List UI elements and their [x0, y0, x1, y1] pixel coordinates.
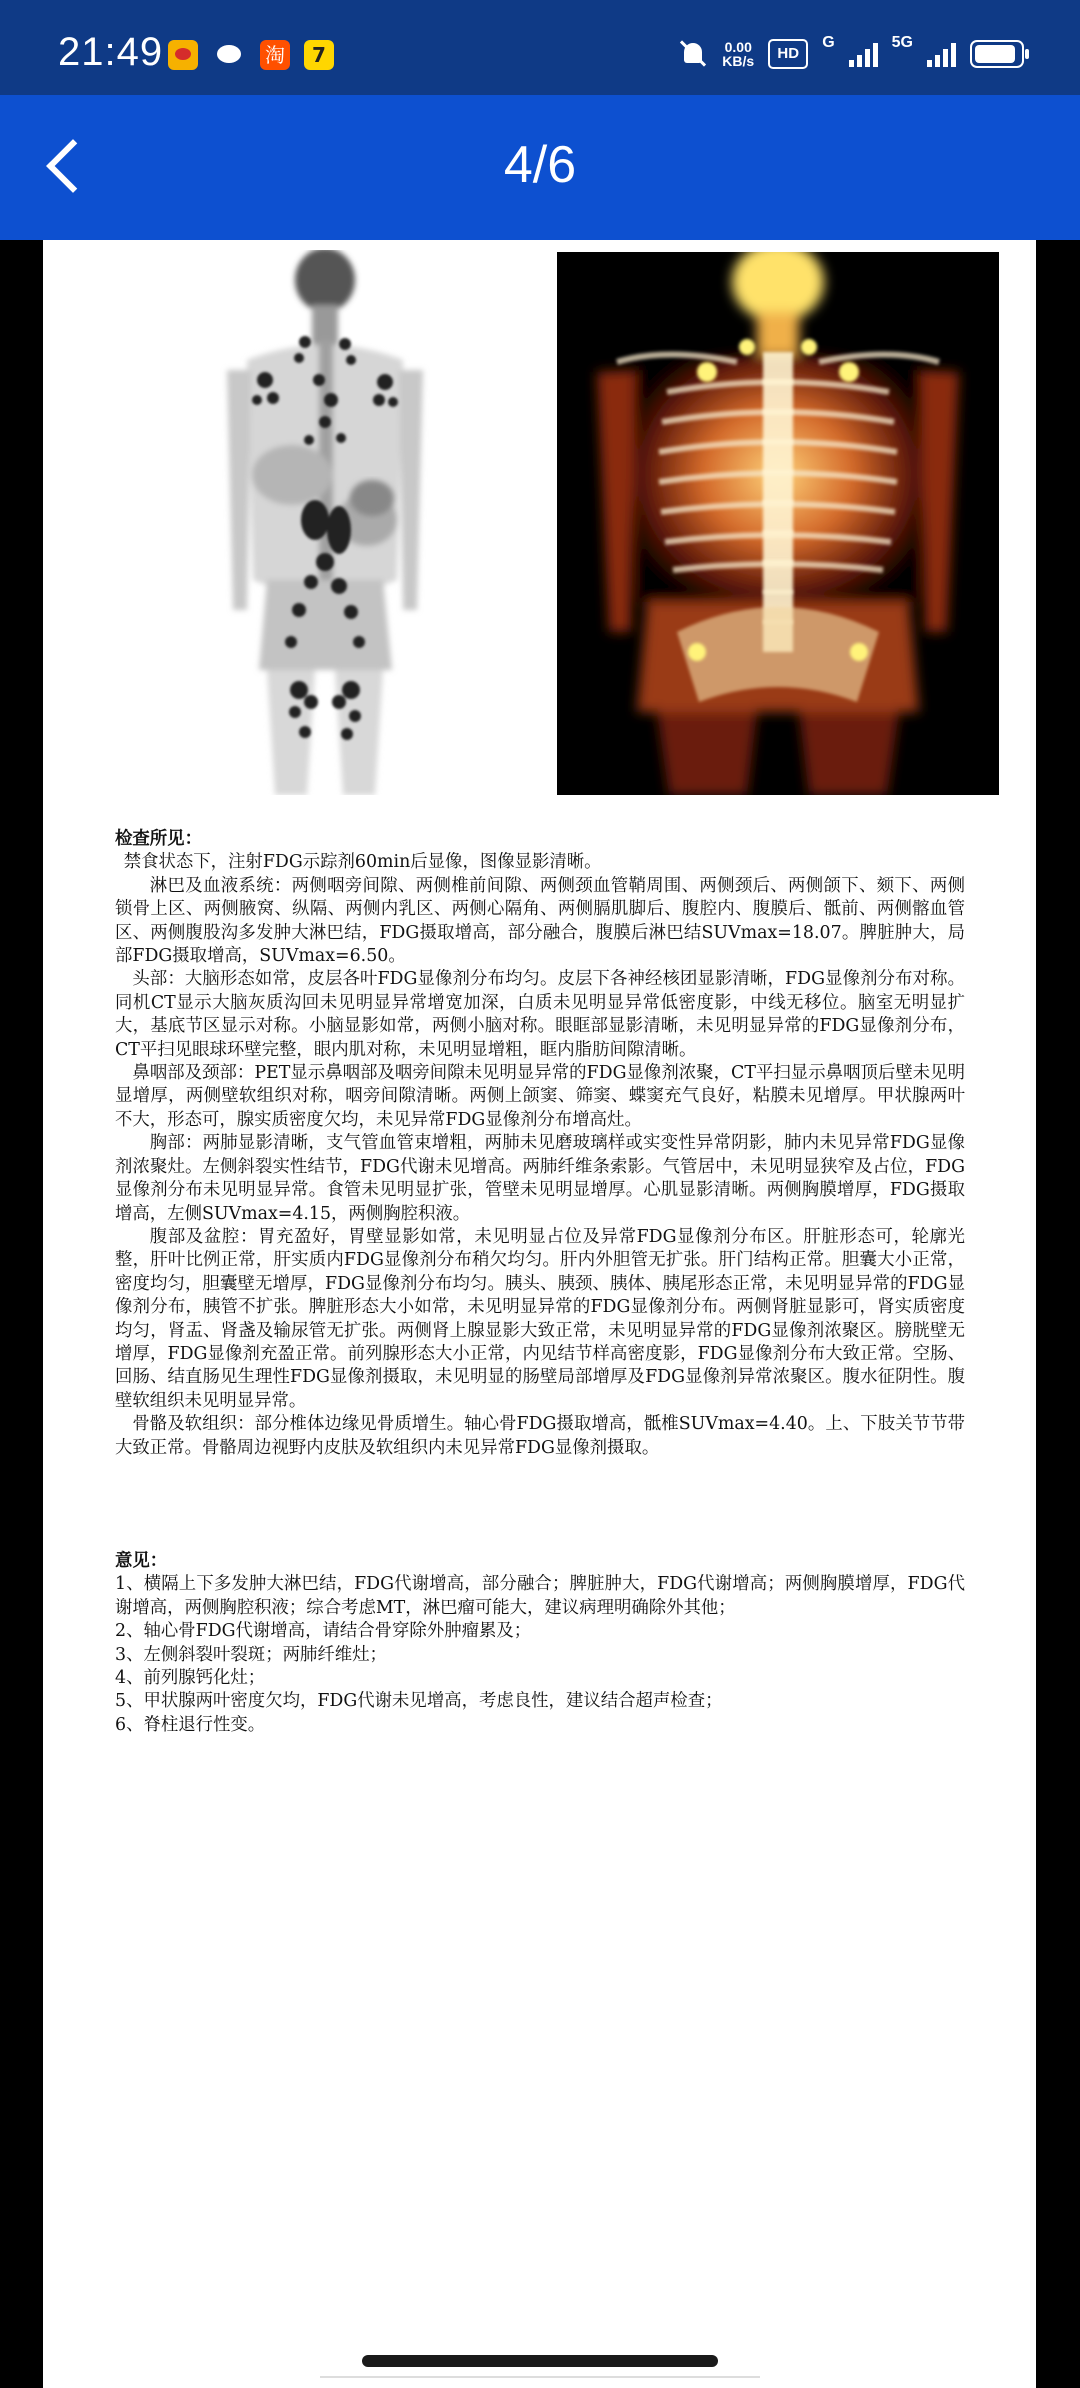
- network-type-label-1: G: [822, 34, 835, 51]
- report-spacer: [115, 1460, 965, 1550]
- opinion-item: 4、前列腺钙化灶；: [115, 1668, 266, 1688]
- findings-paragraph: 腹部及盆腔：胃充盈好，胃壁显影如常，未见明显占位及异常FDG显像剂分布区。肝脏形态可，轮廓光整，肝叶比例正常，肝实质内FDG显像剂分布稍欠均匀。肝内外胆管无扩张。肝门结构正常。胆囊大小正常，密度均匀，胆囊壁无增厚，FDG显像剂分布均匀。胰头、胰颈、胰体、胰尾形态正常，未见明显异常的FDG显像剂分布，胰管不扩张。脾脏形态大小如常，未见明显异常的FDG显像剂分布。两侧肾脏显影可，肾实质密度均匀，肾盂、肾盏及输尿管无扩张。两侧肾上腺显影大致正常，未见明显异常的FDG显像剂浓聚区。膀胱壁无增厚，FDG显像剂充盈正常。前列腺形态大小正常，内见结节样高密度影，FDG显像剂分布大致正常。空肠、回肠、结直肠见生理性FDG显像剂摄取，未见明显的肠壁局部增厚及FDG显像剂异常浓聚区。腹水征阴性。腹壁软组织未见明显异常。: [115, 1226, 965, 1411]
- findings-title: 检查所见：: [115, 829, 202, 849]
- page-bottom-line: [320, 2376, 760, 2378]
- app-seven-icon: 7: [304, 40, 334, 70]
- app-header: [0, 95, 1080, 240]
- findings-paragraph: 鼻咽部及颈部：PET显示鼻咽部及咽旁间隙未见明显异常的FDG显像剂浓聚，CT平扫显示鼻咽顶后壁未见明显增厚，两侧壁软组织对称，咽旁间隙清晰。两侧上颌窦、筛窦、蝶窦充气良好，粘膜未见增厚。甲状腺两叶不大，形态可，腺实质密度欠均，未见异常FDG显像剂分布增高灶。: [115, 1063, 965, 1130]
- network-speed-value: 0.00: [724, 39, 752, 55]
- pet-mip-image: [207, 250, 443, 795]
- status-right-group: [678, 34, 1024, 74]
- battery-icon: [970, 40, 1024, 68]
- signal-icon-2: [927, 41, 956, 67]
- findings-paragraph: 骨骼及软组织：部分椎体边缘见骨质增生。轴心骨FDG摄取增高，骶椎SUVmax=4.40。上、下肢关节节带大致正常。骨骼周边视野内皮肤及软组织内未见异常FDG显像剂摄取。: [115, 1414, 965, 1458]
- findings-paragraph: 淋巴及血液系统：两侧咽旁间隙、两侧椎前间隙、两侧颈血管鞘周围、两侧颈后、两侧颌下、颏下、两侧锁骨上区、两侧腋窝、纵隔、两侧内乳区、两侧心隔角、两侧膈肌脚后、腹腔内、腹膜后、骶前、两侧髂血管区、两侧腹股沟多发肿大淋巴结，FDG摄取增高，部分融合，腹膜后淋巴结SUVmax=18.07。脾脏肿大，局部FDG摄取增高，SUVmax=6.50。: [115, 875, 965, 967]
- opinion-item: 2、轴心骨FDG代谢增高，请结合骨穿除外肿瘤累及；: [115, 1621, 532, 1642]
- weibo-icon: [168, 40, 198, 70]
- network-type-label-2: 5G: [891, 34, 913, 51]
- report-text: [115, 828, 965, 1737]
- opinion-title: 意见：: [115, 1550, 168, 1571]
- opinion-item: 6、脊柱退行性变。: [115, 1714, 266, 1735]
- findings-paragraph: 禁食状态下，注射FDG示踪剂60min后显像，图像显影清晰。: [123, 852, 602, 873]
- network-speed-unit: KB/s: [722, 53, 755, 69]
- opinion-item: 3、左侧斜裂叶裂斑；两肺纤维灶；: [115, 1644, 387, 1665]
- status-bar: [0, 0, 1080, 95]
- pet-ct-fusion-image: [557, 252, 999, 795]
- taobao-icon: 淘: [260, 40, 290, 70]
- message-icon: [214, 40, 244, 70]
- opinion-item: 1、横隔上下多发肿大淋巴结，FDG代谢增高，部分融合；脾脏肿大，FDG代谢增高；两侧胸膜增厚，FDG代谢增高，两侧胸腔积液；综合考虑MT，淋巴瘤可能大，建议病理明确除外其他；: [115, 1574, 965, 1618]
- document-page[interactable]: [43, 240, 1036, 2388]
- hd-icon: HD: [768, 39, 808, 69]
- signal-icon-1: [849, 41, 878, 67]
- findings-paragraph: 胸部：两肺显影清晰，支气管血管束增粗，两肺未见磨玻璃样或实变性异常阴影，肺内未见异常FDG显像剂浓聚灶。左侧斜裂实性结节，FDG代谢未见增高。两肺纤维条索影。气管居中，未见明显狭窄及占位，FDG显像剂分布未见明显异常。食管未见明显扩张，管壁未见明显增厚。心肌显影清晰。两侧胸膜增厚，FDG摄取增高，左侧SUVmax=4.15，两侧胸腔积液。: [115, 1133, 965, 1224]
- opinion-item: 5、甲状腺两叶密度欠均，FDG代谢未见增高，考虑良性，建议结合超声检查；: [115, 1691, 723, 1712]
- mute-bell-icon: [678, 39, 708, 69]
- findings-paragraph: 头部：大脑形态如常，皮层各叶FDG显像剂分布均匀。皮层下各神经核团显影清晰，FDG显像剂分布对称。同机CT显示大脑灰质沟回未见明显异常增宽加深，白质未见明显异常低密度影，中线无移位。脑室无明显扩大，基底节区显示对称。小脑显影如常，两侧小脑对称。眼眶部显影清晰，未见明显异常的FDG显像剂分布，CT平扫见眼球环壁完整，眼内肌对称，未见明显增粗，眶内脂肪间隙清晰。: [115, 969, 965, 1060]
- network-speed: [722, 40, 754, 68]
- home-indicator[interactable]: [362, 2355, 718, 2367]
- page-counter: 4/6: [503, 136, 577, 194]
- status-time: 21:49: [58, 30, 164, 74]
